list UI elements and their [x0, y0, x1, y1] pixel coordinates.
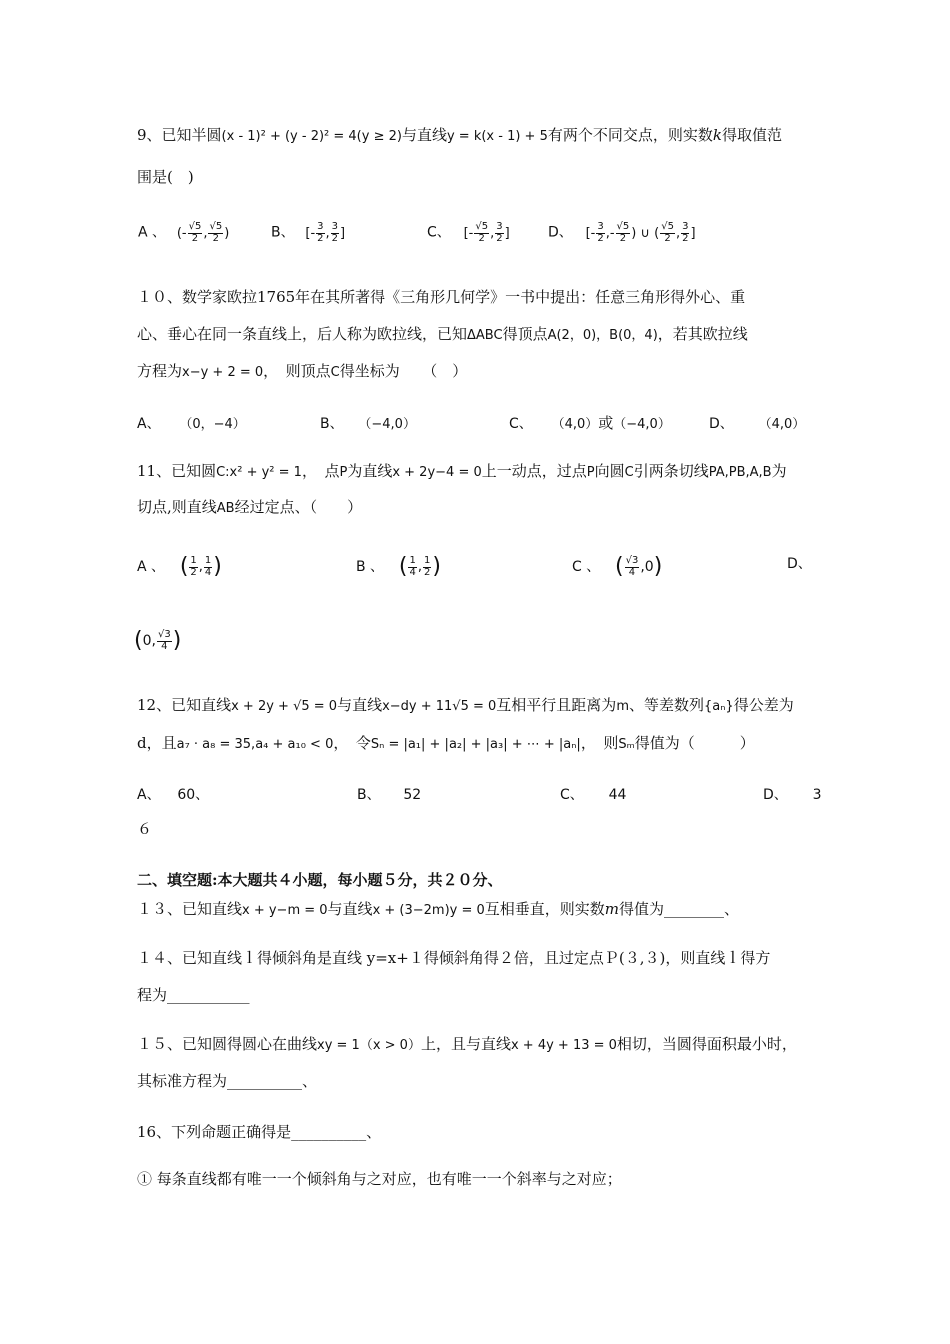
q9-text: 与直线 — [401, 126, 447, 144]
q11-text: 引两条切线 — [633, 462, 709, 480]
option-value: （0，−4） — [179, 417, 246, 432]
q10-text: 得坐标为 （ ） — [339, 362, 468, 380]
q15-curve: xy = 1（x > 0） — [317, 1038, 421, 1053]
q16-line1: 16、下列命题正确得是__________、 — [137, 1123, 382, 1141]
q12-text: 12、已知直线 — [137, 696, 232, 714]
option-value: (- $\frac{√5}{2}$ , $\frac{√5}{2}$ ) — [176, 221, 230, 244]
q9-equation-line: y = k(x - 1) + 5 — [446, 129, 548, 144]
q10-option-d[interactable] — [709, 416, 805, 431]
option-label: C、 — [509, 416, 533, 432]
q11-tangents: PA,PB,A,B — [708, 465, 772, 480]
q12-line1-equation: x + 2y + √5 = 0 — [231, 699, 338, 714]
q11-line2 — [137, 500, 362, 515]
q10-euler-line-equation: x−y + 2 = 0 — [182, 365, 264, 380]
q12-text: 、等差数列 — [628, 696, 704, 714]
q9-option-b[interactable] — [271, 222, 345, 244]
q10-option-b[interactable] — [320, 416, 416, 431]
q15-text: 相切，当圆得面积最小时， — [616, 1035, 797, 1053]
q10-vertices: A(2，0)，B(0，4) — [547, 328, 658, 343]
option-label: B 、 — [356, 559, 385, 575]
q12-line2-equation: x−dy + 11√5 = 0 — [382, 699, 497, 714]
q10-text: 方程为 — [137, 362, 183, 380]
option-value: [- $\frac{3}{2}$ , $\frac{3}{2}$ ] — [305, 221, 346, 244]
q12-option-b[interactable] — [357, 787, 421, 802]
q9-option-c[interactable] — [427, 222, 510, 244]
q12-text: ， 则 — [580, 734, 619, 752]
q12-line2 — [137, 736, 755, 751]
option-label: A、 — [137, 416, 161, 432]
option-value: 60、 — [177, 787, 210, 803]
q11-option-d[interactable] — [787, 556, 812, 571]
q15-line2: 其标准方程为__________、 — [137, 1072, 318, 1090]
option-label: B、 — [320, 416, 344, 432]
q11-option-c[interactable] — [572, 556, 662, 578]
q11-circle-equation: C:x² + y² = 1 — [216, 465, 302, 480]
option-value: ( $\frac{1}{2}$ , $\frac{1}{4}$ ) — [179, 554, 222, 579]
q16-item1: ① 每条直线都有唯一一个倾斜角与之对应，也有唯一一个斜率与之对应； — [137, 1170, 622, 1188]
option-label: A、 — [137, 787, 161, 803]
q10-line1: １０、数学家欧拉1765年在其所著得《三角形几何学》一书中提出：任意三角形得外心、重 — [137, 288, 746, 306]
option-value: 3 — [812, 787, 822, 803]
option-value-1: （4,0） — [551, 417, 599, 432]
q10-text: ， 则顶点 — [263, 362, 331, 380]
q10-text: 得顶点 — [502, 325, 548, 343]
option-label: C、 — [427, 224, 451, 241]
section-heading: 二、填空题:本大题共４小题，每小题５分，共２０分、 — [137, 871, 503, 889]
option-value: （−4,0） — [358, 417, 416, 432]
q12-conditions: a₇ · a₈ = 35,a₄ + a₁₀ < 0 — [176, 737, 334, 752]
q11-text: 切点,则直线 — [137, 498, 217, 516]
q15-line1 — [137, 1037, 797, 1052]
option-label: C 、 — [572, 559, 601, 575]
q12-sn-definition: Sₙ = |a₁| + |a₂| + |a₃| + ⋯ + |aₙ| — [370, 737, 581, 752]
q9-option-d[interactable] — [548, 222, 696, 244]
q13-text: 与直线 — [327, 900, 373, 918]
q10-text: 心、垂心在同一条直线上，后人称为欧拉线，已知 — [137, 325, 468, 343]
q9-text: 得取值范 — [721, 126, 782, 144]
q14-line1: １４、已知直线ｌ得倾斜角是直线 y=x+１得倾斜角得２倍，且过定点Ｐ(３,３)，则直线ｌ得方 — [137, 949, 771, 967]
q11-line1 — [137, 464, 787, 479]
option-label: B、 — [357, 787, 381, 803]
q13-text: １３、已知直线 — [137, 900, 243, 918]
q11-text: 上一动点，过点 — [481, 462, 587, 480]
q12-sm: Sₘ — [618, 737, 635, 752]
q9-text: 9、已知半圆 — [137, 126, 222, 144]
option-label: A 、 — [137, 559, 166, 575]
q13-text: 互相垂直，则实数 — [484, 900, 605, 918]
q11-text: 经过定点、（ ） — [234, 498, 363, 516]
q9-variable: k — [712, 126, 722, 144]
q12-text: d，且 — [137, 734, 177, 752]
q12-text: 得公差为 — [733, 696, 794, 714]
q11-option-a[interactable] — [137, 556, 222, 578]
q11-text: 为直线 — [347, 462, 393, 480]
q13-text: 得值为________、 — [619, 900, 740, 918]
q10-option-c[interactable] — [509, 416, 671, 431]
q10-text: ，若其欧拉线 — [657, 325, 748, 343]
option-value: ( $\frac{1}{4}$ , $\frac{1}{2}$ ) — [398, 554, 441, 579]
option-value: ( $\frac{√3}{4}$ ,0) — [615, 554, 663, 579]
q11-line-equation: x + 2y−4 = 0 — [392, 465, 482, 480]
q10-line3 — [137, 364, 467, 379]
option-label: C、 — [560, 787, 584, 803]
q9-text: 有两个不同交点，则实数 — [547, 126, 713, 144]
option-or: 或 — [598, 414, 614, 432]
q12-text: 互相平行且距离为 — [496, 696, 617, 714]
q11-option-d-value[interactable]: (0, $\frac{√3}{4}$ ) — [134, 628, 182, 653]
q15-line-equation: x + 4y + 13 = 0 — [510, 1038, 617, 1053]
q13-line1-equation: x + y−m = 0 — [242, 903, 328, 918]
q12-text: 与直线 — [337, 696, 383, 714]
option-label: D、 — [709, 416, 734, 432]
q12-sequence: {aₙ} — [704, 699, 734, 714]
option-label: B、 — [271, 224, 295, 241]
q12-option-c[interactable] — [560, 787, 626, 802]
q13-line2-equation: x + (3−2m)y = 0 — [372, 903, 485, 918]
option-label: D、 — [548, 224, 573, 241]
q10-option-a[interactable] — [137, 416, 246, 431]
q13-line — [137, 902, 739, 917]
q11-point-p: P — [586, 465, 595, 480]
q12-text: ， 令 — [333, 734, 371, 752]
q12-option-a[interactable] — [137, 787, 209, 802]
q11-point-p: P — [339, 465, 348, 480]
option-value: （4,0） — [758, 417, 806, 432]
q9-option-a[interactable] — [138, 222, 229, 244]
q11-line-ab: AB — [216, 501, 235, 516]
option-value: 52 — [403, 787, 422, 803]
q11-circle-c: C — [624, 465, 634, 480]
option-value: [- $\frac{3}{2}$ ,- $\frac{√5}{2}$ ) ∪ ( $\frac{√5}{2}$ , $\frac{3}{2}$ ] — [585, 221, 696, 244]
q12-line1 — [137, 698, 794, 713]
q11-text: ， 点 — [301, 462, 340, 480]
q13-variable: m — [604, 900, 620, 918]
q11-option-b[interactable] — [356, 556, 441, 578]
q12-text: 得值为（ ） — [634, 734, 755, 752]
option-value: 44 — [608, 787, 627, 803]
q9-line1 — [137, 128, 782, 143]
q9-equation-circle: (x - 1)² + (y - 2)² = 4(y ≥ 2) — [221, 129, 402, 144]
q10-triangle: ΔABC — [467, 328, 503, 343]
option-label: D、 — [787, 556, 812, 572]
q11-text: 向圆 — [594, 462, 625, 480]
option-label: A 、 — [138, 224, 167, 241]
q11-text: 为 — [771, 462, 787, 480]
q14-line2: 程为___________ — [137, 986, 250, 1004]
q10-vertex-c: C — [330, 365, 340, 380]
q9-line2: 围是( ) — [137, 168, 194, 186]
option-label: D、 — [763, 787, 788, 803]
q10-line2 — [137, 327, 748, 342]
q12-option-d-wrap: ６ — [137, 820, 153, 838]
q15-text: １５、已知圆得圆心在曲线 — [137, 1035, 318, 1053]
q11-text: 11、已知圆 — [137, 462, 217, 480]
q12-distance-m: m — [616, 699, 629, 714]
option-value-2: （−4,0） — [613, 417, 671, 432]
option-value: [- $\frac{√5}{2}$ , $\frac{3}{2}$ ] — [463, 221, 510, 244]
q15-text: 上，且与直线 — [420, 1035, 511, 1053]
q12-option-d[interactable] — [763, 787, 821, 802]
